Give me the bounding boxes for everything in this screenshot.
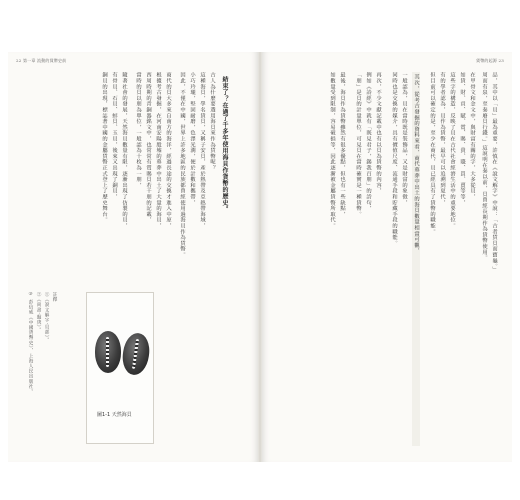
right-column-10: 同時也是交換的媒介，具有價值尺度、流通手段和貯藏手段的職能。 <box>391 72 397 246</box>
right-column-8: 其次，從考古發掘的資料來看，商代墓葬中出土的海貝數量相當可觀， <box>412 72 420 446</box>
left-column-6: 商代的貝大多來自南方的海洋，經過長途的交換才進入中原， <box>165 72 171 229</box>
right-column-12: 例如《詩經》中就有「既見君子，錫我百朋」的詩句， <box>365 72 371 212</box>
right-column-14: 最後，海貝作為貨幣雖然有很多優點，但也有一些缺點， <box>339 72 345 217</box>
right-column-7: 但目前可以確定的是，至少在商代，貝已經具有了貨幣的職能。 <box>429 72 435 235</box>
left-column-8: 西周時期的青銅器銘文中，也常常有賞賜貝若干朋的記載， <box>145 72 151 223</box>
left-column-12: 銅貝的出現，標誌著中國的金屬貨幣正式登上了歷史舞台。 <box>101 72 107 223</box>
right-column-2: 周而有泉，至秦廢貝行錢。」這說明在秦以前，貝曾經長期作為貨幣使用。 <box>481 72 487 261</box>
book-spread <box>0 52 520 462</box>
right-column-6: 有的學者認為，貝作為貨幣，最早可以追溯到夏代， <box>439 72 445 206</box>
note-1: ①《說文解字·貝部》。 <box>44 292 49 343</box>
cowrie-shell-image <box>120 331 152 376</box>
left-column-9: 當時的貝以朋為單位，一般認為十枚為一朋， <box>135 72 141 188</box>
left-column-3: 這種海貝，學名貨貝，又稱子安貝，產於熱帶及亞熱帶海域， <box>199 72 205 229</box>
right-column-9: 一般認為，貝在當時既是裝飾品，又是財富的象徵， <box>401 72 407 206</box>
left-column-2: 古人為什麼要選用海貝來作為貨幣呢？ <box>209 72 215 171</box>
figure-caption: 圖1-1 天然海貝 <box>97 412 132 418</box>
right-column-5: 這些字的構造，反映了貝在古代社會經濟生活中的重要地位。 <box>449 72 455 229</box>
seashell-figure <box>86 292 154 444</box>
left-page <box>8 52 258 462</box>
right-column-15: 如數量受到限制，容易破損等，因此逐漸被金屬貨幣所取代。 <box>329 72 335 229</box>
left-column-10: 隨著社會的發展，天然海貝數量有限，逐漸出現了仿製的貝， <box>121 72 127 229</box>
right-column-3: 在甲骨文和金文中，與財富有關的字，大多從貝， <box>469 72 475 200</box>
right-page <box>262 52 512 462</box>
right-column-4: 如貨、財、貢、賦、賞、賜、貴、賤、買、賣等等， <box>459 72 465 206</box>
note-2: ②《尚書·盤庚》。 <box>36 292 41 333</box>
right-page-header: 貨幣的起源 23 <box>476 58 504 63</box>
left-column-1: 結束了？在過了千多年使用海貝作貨幣的歷史。 <box>221 76 228 213</box>
left-column-7: 根據考古發掘，在河南安陽殷墟的墓葬中出土了大量的海貝， <box>155 72 161 229</box>
right-column-11: 再次，不少文獻記載中也有以貝為貨幣的內容， <box>375 72 381 194</box>
note-3: ③ 彭信威《中國貨幣史》，上海人民出版社。 <box>28 292 33 395</box>
notes-title: 註釋 <box>52 292 57 303</box>
left-column-11: 有骨貝、石貝、蚌貝、玉貝，後來又出現了銅貝， <box>111 72 117 200</box>
right-column-13: 「朋」是貝的計量單位，可見貝在當時確實是一種貨幣。 <box>355 72 361 217</box>
right-column-1: 品，其中以「貝」最為重要，許慎在《說文解字》中說：「古者貨貝而寶龜。」 <box>491 72 497 273</box>
cowrie-shell-image <box>95 331 121 373</box>
left-column-4: 小巧玲瓏，堅固耐磨，色澤光潤，便於計數和攜帶， <box>189 72 195 206</box>
left-page-header: 22 第一章 流動的貨幣史前 <box>16 58 67 63</box>
left-column-5: 因此，不僅在中國，世界上許多地區的民族都曾經使用過海貝作為貨幣。 <box>179 72 185 258</box>
